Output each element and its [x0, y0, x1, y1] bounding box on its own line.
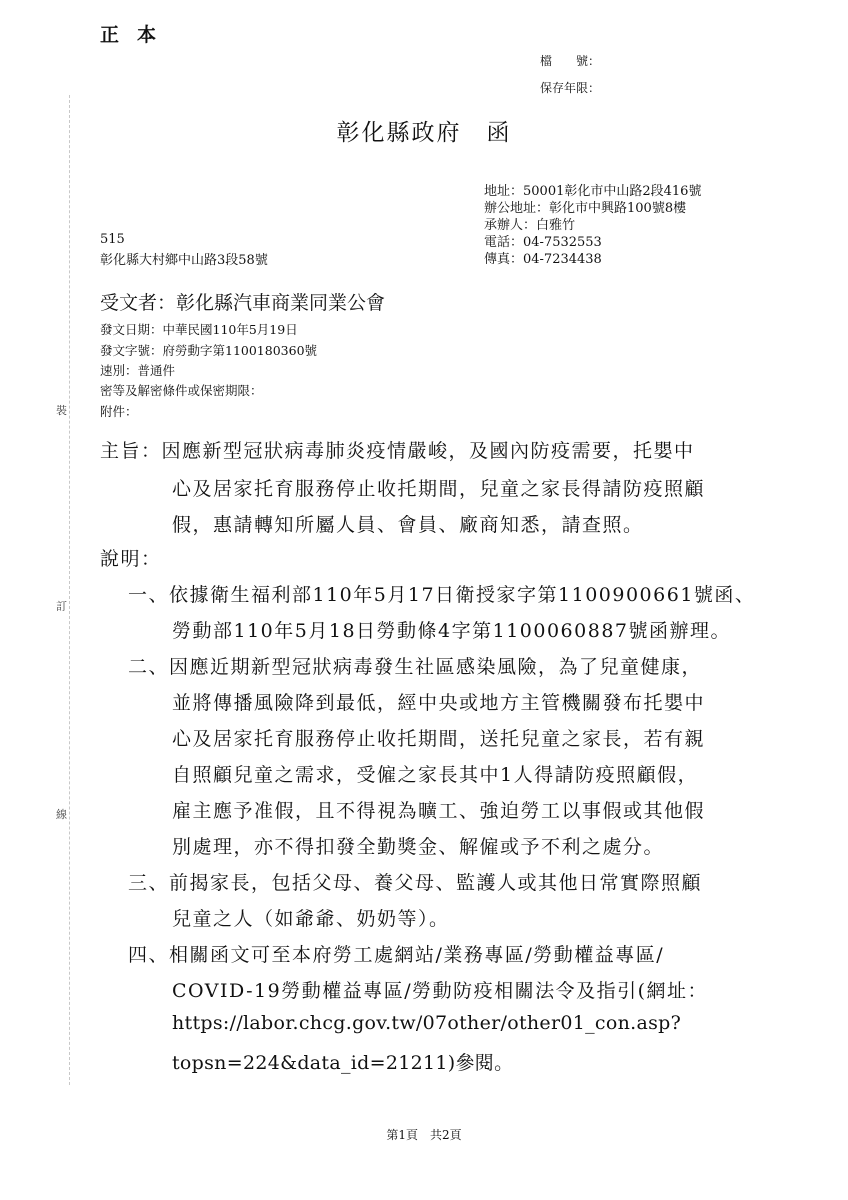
item-line: 兒童之人（如爺爺、奶奶等）。 [172, 908, 450, 930]
officer-name: 承辦人：白雅竹 [484, 218, 576, 233]
subject-line: 心及居家托育服務停止收托期間，兒童之家長得請防疫照顧 [172, 478, 706, 500]
item-line: 並將傳播風險降到最低，經中央或地方主管機關發布托嬰中 [172, 692, 706, 714]
fax-number: 傳真：04-7234438 [484, 252, 602, 267]
subject-line: 主旨：因應新型冠狀病毒肺炎疫情嚴峻，及國內防疫需要，托嬰中 [100, 440, 695, 462]
item-line: 二、因應近期新型冠狀病毒發生社區感染風險，為了兒童健康， [128, 656, 703, 678]
office-address: 辦公地址：彰化市中興路100號8樓 [484, 201, 687, 216]
issue-date: 發文日期：中華民國110年5月19日 [100, 322, 298, 337]
recipient-zip: 515 [100, 232, 125, 247]
binding-mark: 裝 [56, 404, 67, 417]
speed-class: 速別：普通件 [100, 363, 176, 378]
item-line: 三、前揭家長，包括父母、養父母、監護人或其他日常實際照顧 [128, 872, 703, 894]
item-line: COVID-19勞動權益專區/勞動防疫相關法令及指引(網址： [172, 980, 709, 1002]
confidentiality: 密等及解密條件或保密期限： [100, 383, 263, 398]
binding-mark: 訂 [56, 600, 67, 613]
item-line: 勞動部110年5月18日勞動條4字第1100060887號函辦理。 [172, 620, 732, 642]
phone-number: 電話：04-7532553 [484, 235, 602, 250]
sender-address: 地址：50001彰化市中山路2段416號 [484, 184, 702, 199]
recipient-line: 受文者：彰化縣汽車商業同業公會 [100, 292, 386, 314]
subject-line: 假，惠請轉知所屬人員、會員、廠商知悉，請查照。 [172, 514, 644, 536]
item-line: topsn=224&data_id=21211)參閱。 [172, 1052, 514, 1074]
document-number: 發文字號：府勞動字第1100180360號 [100, 343, 318, 358]
document-title: 彰化縣政府 函 [336, 120, 512, 146]
item-line: 一、依據衛生福利部110年5月17日衛授家字第1100900661號函、 [128, 584, 756, 606]
item-line: 心及居家托育服務停止收托期間，送托兒童之家長，若有親 [172, 728, 706, 750]
copy-mark: 正本 [100, 24, 175, 46]
item-line: https://labor.chcg.gov.tw/07other/other01_con.asp? [172, 1012, 682, 1034]
file-number-label: 檔 號： [540, 54, 601, 68]
binding-mark: 線 [56, 808, 67, 821]
attachments: 附件： [100, 404, 138, 419]
recipient-address: 彰化縣大村鄉中山路3段58號 [100, 253, 268, 268]
explanation-heading: 說明： [100, 548, 162, 570]
item-line: 雇主應予准假，且不得視為曠工、強迫勞工以事假或其他假 [172, 800, 706, 822]
retention-period-label: 保存年限： [540, 81, 601, 95]
binding-margin-line [69, 95, 70, 1085]
item-line: 自照顧兒童之需求，受僱之家長其中1人得請防疫照顧假， [172, 764, 699, 786]
item-line: 別處理，亦不得扣發全勤獎金、解僱或予不利之處分。 [172, 836, 665, 858]
page-number-footer: 第1頁 共2頁 [386, 1128, 462, 1142]
item-line: 四、相關函文可至本府勞工處網站/業務專區/勞動權益專區/ [128, 944, 665, 966]
